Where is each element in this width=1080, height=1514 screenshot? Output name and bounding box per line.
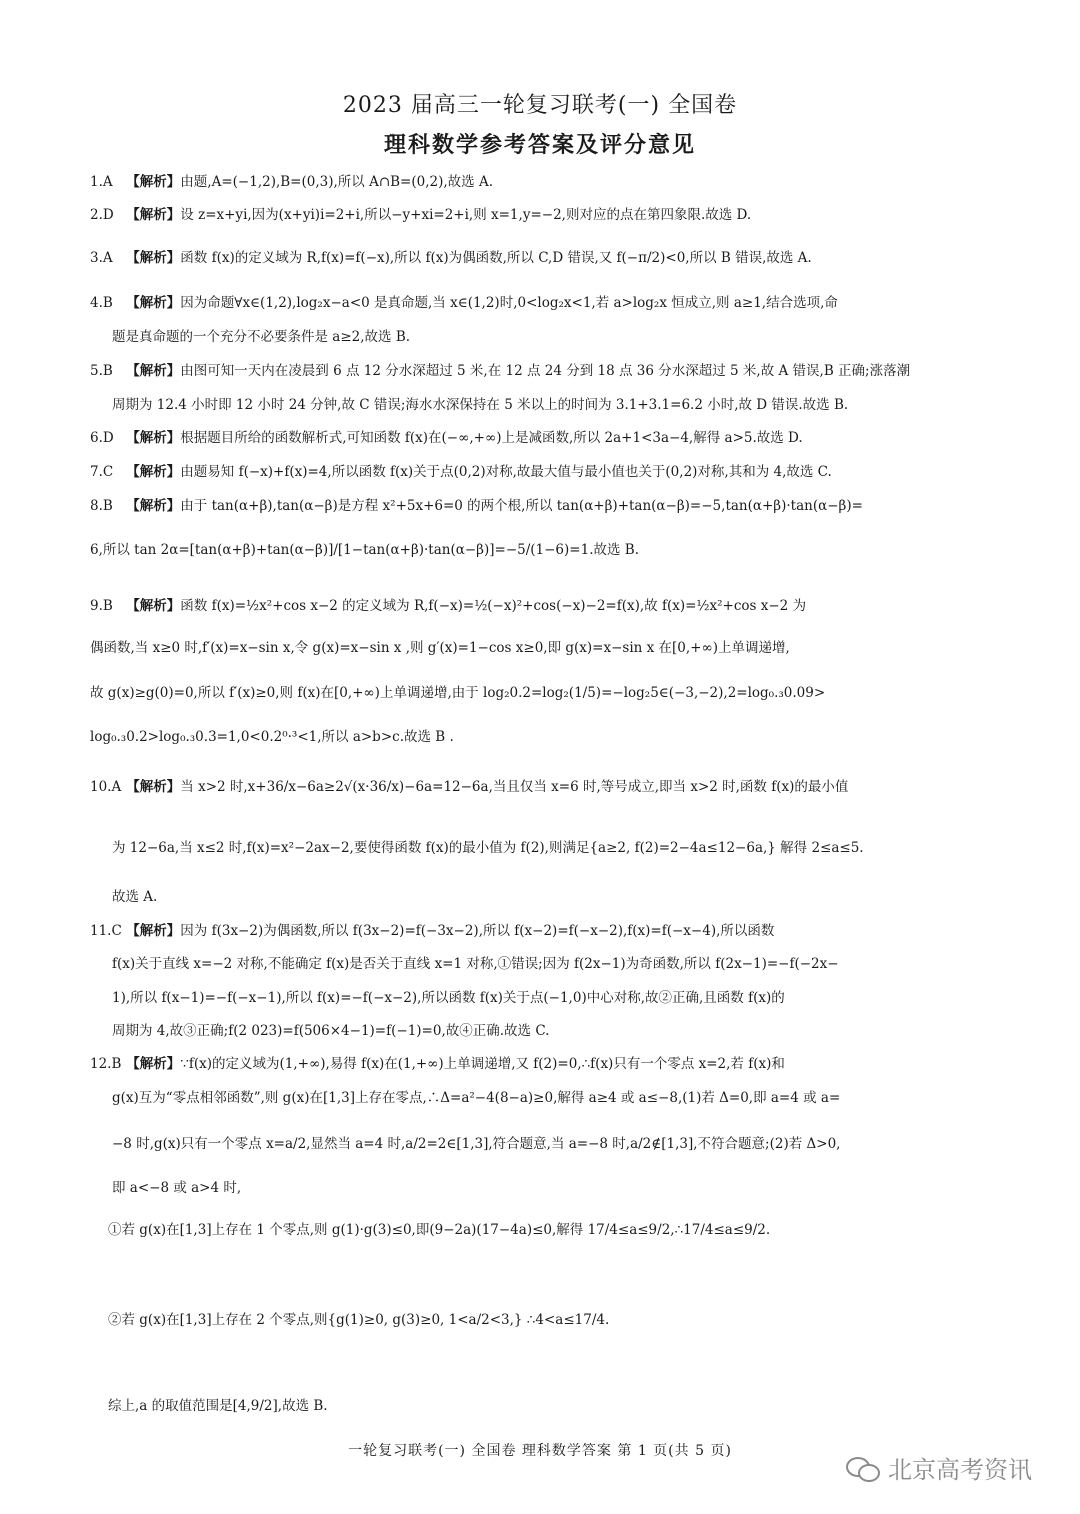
answer-9: 9.B 【解析】函数 f(x)=½x²+cos x−2 的定义域为 R,f(−x)=½(−x)²+cos(−x)−2=f(x),故 f(x)=½x²+cos x−2 为 (90, 598, 807, 614)
answer-10-cont-2: 故选 A. (112, 889, 158, 905)
document-title: 2023 届高三一轮复习联考(一) 全国卷 (342, 93, 738, 118)
answer-12-case-2: ②若 g(x)在[1,3]上存在 2 个零点,则{g(1)≥0, g(3)≥0, 1<a/2<3,} ∴4<a≤17/4. (108, 1312, 610, 1328)
watermark (846, 1450, 1032, 1485)
answer-10: 10.A 【解析】当 x>2 时,x+36/x−6a≥2√(x·36/x)−6a=12−6a,当且仅当 x=6 时,等号成立,即当 x>2 时,函数 f(x)的最小值 (90, 779, 849, 795)
answer-11-cont-1: f(x)关于直线 x=−2 对称,不能确定 f(x)是否关于直线 x=1 对称,①错误;因为 f(2x−1)为奇函数,所以 f(2x−1)=−f(−2x− (112, 956, 839, 972)
answer-7: 7.C 【解析】由题易知 f(−x)+f(x)=4,所以函数 f(x)关于点(0,2)对称,故最大值与最小值也关于(0,2)对称,其和为 4,故选 C. (90, 464, 832, 480)
answer-1: 1.A 【解析】由题,A=(−1,2),B=(0,3),所以 A∩B=(0,2),故选 A. (90, 174, 493, 190)
answer-4: 4.B 【解析】因为命题∀x∈(1,2),log₂x−a<0 是真命题,当 x∈(1,2)时,0<log₂x<1,若 a>log₂x 恒成立,则 a≥1,结合选项,命 (90, 295, 838, 311)
answer-5: 5.B 【解析】由图可知一天内在凌晨到 6 点 12 分水深超过 5 米,在 12 点 24 分到 18 点 36 分水深超过 5 米,故 A 错误,B 正确;涨落潮 (90, 363, 911, 379)
answer-3: 3.A 【解析】函数 f(x)的定义域为 R,f(x)=f(−x),所以 f(x)为偶函数,所以 C,D 错误,又 f(−π/2)<0,所以 B 错误,故选 A. (90, 250, 812, 266)
answer-11-cont-2: 1),所以 f(x−1)=−f(−x−1),所以 f(x)=−f(−x−2),所以函数 f(x)关于点(−1,0)中心对称,故②正确,且函数 f(x)的 (112, 990, 785, 1006)
answer-9-cont-2: 故 g(x)≥g(0)=0,所以 f′(x)≥0,则 f(x)在[0,+∞)上单调递增,由于 log₂0.2=log₂(1/5)=−log₂5∈(−3,−2),2=log₀.₃0.09> (90, 685, 826, 701)
document-subtitle: 理科数学参考答案及评分意见 (383, 133, 696, 158)
answer-2: 2.D 【解析】设 z=x+yi,因为(x+yi)i=2+i,所以−y+xi=2+i,则 x=1,y=−2,则对应的点在第四象限.故选 D. (90, 207, 752, 223)
answer-12-conclusion: 综上,a 的取值范围是[4,9/2],故选 B. (108, 1398, 328, 1414)
page-footer: 一轮复习联考(一) 全国卷 理科数学答案 第 1 页(共 5 页) (348, 1443, 732, 1459)
answer-12-cont-2: −8 时,g(x)只有一个零点 x=a/2,显然当 a=4 时,a/2=2∈[1,3],符合题意,当 a=−8 时,a/2∉[1,3],不符合题意;(2)若 Δ>0, (112, 1136, 841, 1152)
answer-5-cont: 周期为 12.4 小时即 12 小时 24 分钟,故 C 错误;海水水深保持在 5 米以上的时间为 3.1+3.1=6.2 小时,故 D 错误.故选 B. (112, 397, 849, 413)
answer-6: 6.D 【解析】根据题目所给的函数解析式,可知函数 f(x)在(−∞,+∞)上是减函数,所以 2a+1<3a−4,解得 a>5.故选 D. (90, 430, 803, 446)
answer-9-cont-3: log₀.₃0.2>log₀.₃0.3=1,0<0.2⁰·³<1,所以 a>b>c.故选 B . (90, 729, 454, 745)
answer-9-cont-1: 偶函数,当 x≥0 时,f′(x)=x−sin x,令 g(x)=x−sin x ,则 g′(x)=1−cos x≥0,即 g(x)=x−sin x 在[0,+∞)上单调递增, (90, 640, 790, 656)
answer-11: 11.C 【解析】因为 f(3x−2)为偶函数,所以 f(3x−2)=f(−3x−2),所以 f(x−2)=f(−x−2),f(x)=f(−x−4),所以函数 (90, 923, 775, 939)
wechat-icon (846, 1455, 880, 1481)
answer-12: 12.B 【解析】∵f(x)的定义域为(1,+∞),易得 f(x)在(1,+∞)上单调递增,又 f(2)=0,∴f(x)只有一个零点 x=2,若 f(x)和 (90, 1056, 785, 1072)
answer-8-cont: 6,所以 tan 2α=[tan(α+β)+tan(α−β)]/[1−tan(α+β)·tan(α−β)]=−5/(1−6)=1.故选 B. (90, 542, 639, 558)
answer-11-cont-3: 周期为 4,故③正确;f(2 023)=f(506×4−1)=f(−1)=0,故④正确.故选 C. (112, 1023, 550, 1039)
answer-12-cont-3: 即 a<−8 或 a>4 时, (112, 1180, 242, 1196)
answer-12-case-1: ①若 g(x)在[1,3]上存在 1 个零点,则 g(1)·g(3)≤0,即(9−2a)(17−4a)≤0,解得 17/4≤a≤9/2,∴17/4≤a≤9/2. (108, 1222, 771, 1238)
watermark-text: 北京高考资讯 (888, 1456, 1032, 1484)
answer-10-cont-1: 为 12−6a,当 x≤2 时,f(x)=x²−2ax−2,要使得函数 f(x)的最小值为 f(2),则满足{a≥2, f(2)=2−4a≤12−6a,} 解得 2≤a≤5. (112, 840, 864, 856)
answer-12-cont-1: g(x)互为“零点相邻函数”,则 g(x)在[1,3]上存在零点,∴Δ=a²−4(8−a)≥0,解得 a≥4 或 a≤−8,(1)若 Δ=0,即 a=4 或 a= (112, 1090, 841, 1106)
answer-4-cont: 题是真命题的一个充分不必要条件是 a≥2,故选 B. (112, 329, 411, 345)
answer-8: 8.B 【解析】由于 tan(α+β),tan(α−β)是方程 x²+5x+6=0 的两个根,所以 tan(α+β)+tan(α−β)=−5,tan(α+β)·tan(α−β)= (90, 498, 863, 514)
